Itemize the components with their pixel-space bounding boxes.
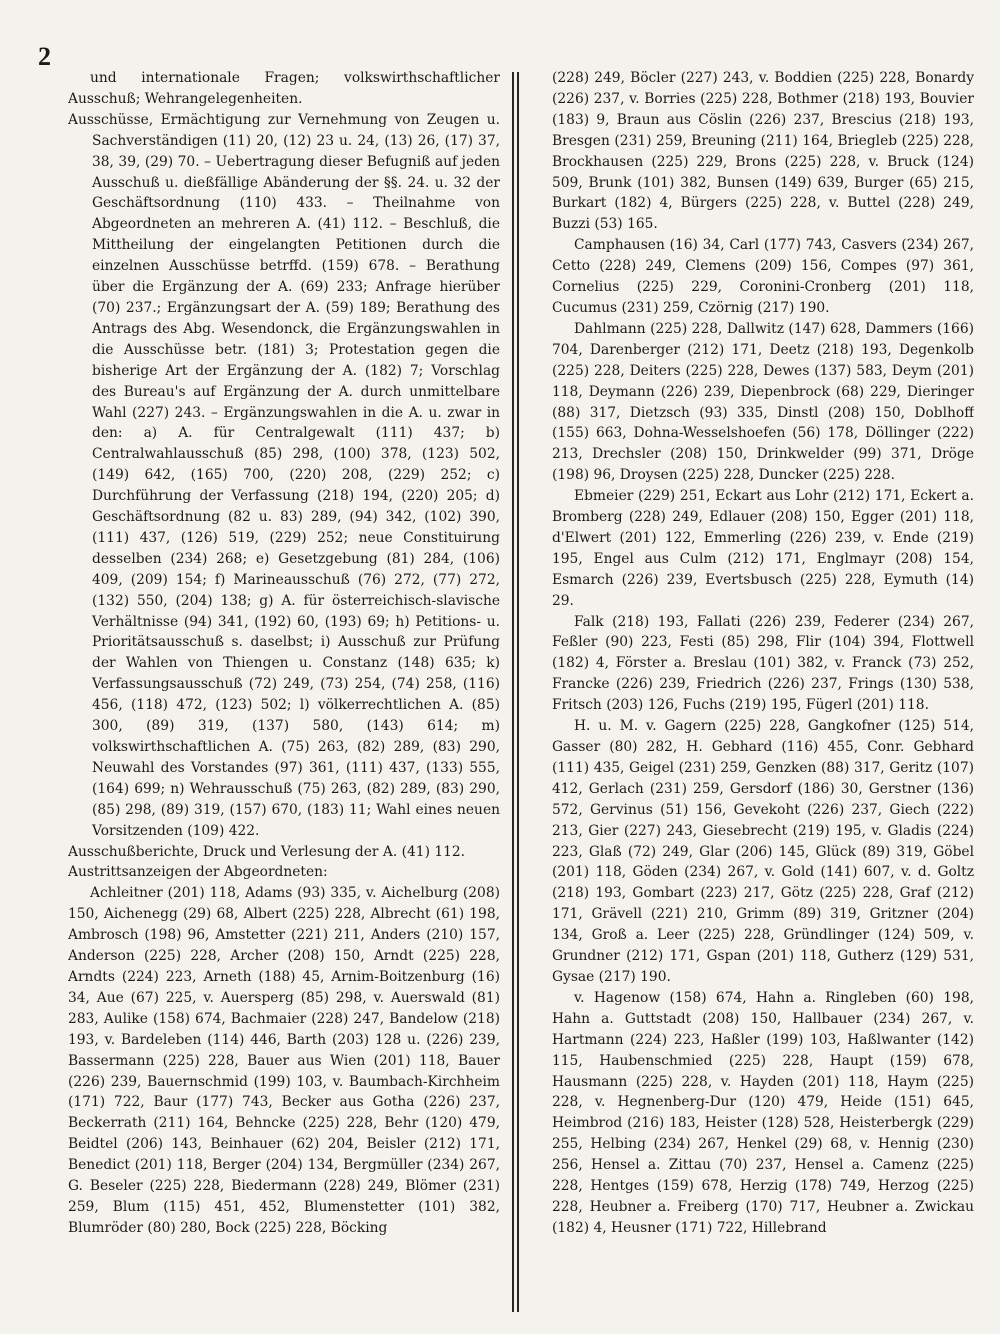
index-paragraph: Ebmeier (229) 251, Eckart aus Lohr (212) 171, Eckert a. Bromberg (228) 249, Edlauer (208) 150, Egger (201) 118, d'Elwert (201) 122, Emmerling (226) 239, v. Ende (219) 195, Engel aus Culm (212) 171, Englmayr (208) 154, Esmarch (226) 239, Evertsbusch (225) 228, Eymuth (14) 29. [552,488,974,609]
index-paragraph: und internationale Fragen; volkswirthschaftlicher Ausschuß; Wehrangelegenheiten. [68,70,500,107]
index-paragraph: (228) 249, Böcler (227) 243, v. Boddien (225) 228, Bonardy (226) 237, v. Borries (225) 228, Bothmer (218) 193, Bouvier (183) 9, Braun aus Cöslin (226) 237, Brescius (218) 193, Bresgen (231) 259, Breuning (211) 164, Briegleb (225) 228, Brockhausen (225) 229, Brons (225) 228, v. Bruck (124) 509, Brunk (101) 382, Bunsen (149) 639, Burger (65) 215, Burkart (182) 4, Bürgers (225) 228, v. Buttel (228) 249, Buzzi (53) 165. [552,70,974,233]
page-number: 2 [38,42,51,71]
index-paragraph: H. u. M. v. Gagern (225) 228, Gangkofner (125) 514, Gasser (80) 282, H. Gebhard (116) 455, Conr. Gebhard (111) 435, Geigel (231) 259, Genzken (88) 317, Geritz (107) 412, Gerlach (231) 259, Gersdorf (186) 30, Gerstner (136) 572, Gervinus (51) 156, Gevekoht (226) 237, Giech (222) 213, Gier (227) 243, Giesebrecht (219) 195, v. Gladis (224) 223, Glaß (72) 249, Glar (206) 145, Glück (89) 319, Göbel (201) 118, Göden (234) 267, v. Gold (141) 607, v. d. Goltz (218) 193, Gombart (223) 217, Götz (225) 228, Graf (212) 171, Grävell (221) 210, Grimm (89) 319, Gritzner (204) 134, Groß a. Leer (225) 228, Gründlinger (124) 509, v. Grundner (212) 171, Gspan (201) 118, Gutherz (129) 531, Gysae (217) 190. [552,718,974,985]
column-divider [512,72,514,1312]
left-text-column [68,68,500,1320]
column-divider-double [517,72,519,1312]
index-paragraph: v. Hagenow (158) 674, Hahn a. Ringleben (60) 198, Hahn a. Guttstadt (208) 150, Hallbauer (234) 267, v. Hartmann (224) 223, Haßler (199) 103, Haßlwanter (142) 115, Haubenschmied (225) 228, Haupt (159) 678, Hausmann (225) 228, v. Hayden (201) 118, Haym (225) 228, v. Hegnenberg-Dur (120) 479, Heide (151) 645, Heimbrod (216) 183, Heister (128) 528, Heisterbergk (229) 255, Helbing (234) 267, Henkel (29) 68, v. Hennig (230) 256, Hensel a. Zittau (70) 237, Hensel a. Camenz (225) 228, Hentges (159) 678, Herzig (178) 749, Herzog (225) 228, Heubner a. Freiberg (170) 717, Heubner a. Zwickau (182) 4, Heusner (171) 722, Hillebrand [552,989,974,1236]
index-paragraph: Ausschußberichte, Druck und Verlesung der A. (41) 112. [68,843,466,860]
index-paragraph: Dahlmann (225) 228, Dallwitz (147) 628, Dammers (166) 704, Darenberger (212) 171, Deetz (218) 193, Degenkolb (225) 228, Deiters (225) 228, Dewes (137) 583, Deym (201) 118, Deymann (226) 239, Diepenbrock (68) 229, Dieringer (88) 317, Dietzsch (93) 335, Dinstl (208) 150, Doblhoff (155) 663, Dohna-Wesselshoefen (56) 178, Döllinger (222) 213, Drechsler (208) 150, Drinkwelder (99) 371, Dröge (198) 96, Droysen (225) 228, Duncker (225) 228. [552,320,974,484]
index-paragraph: Falk (218) 193, Fallati (226) 239, Federer (234) 267, Feßler (90) 223, Festi (85) 298, Flir (104) 394, Flottwell (182) 4, Förster a. Breslau (101) 382, v. Franck (73) 252, Francke (226) 239, Friedrich (226) 237, Frings (130) 538, Fritsch (203) 126, Fuchs (219) 195, Fügerl (201) 118. [552,613,974,714]
index-paragraph: Camphausen (16) 34, Carl (177) 743, Casvers (234) 267, Cetto (228) 249, Clemens (209) 156, Compes (97) 361, Cornelius (225) 229, Coronini-Cronberg (201) 118, Cucumus (231) 259, Czörnig (217) 190. [552,237,974,316]
index-paragraph: Achleitner (201) 118, Adams (93) 335, v. Aichelburg (208) 150, Aichenegg (29) 68, Albert (225) 228, Albrecht (61) 198, Ambrosch (198) 96, Amstetter (221) 211, Anders (210) 157, Anderson (225) 228, Archer (208) 150, Arndt (225) 228, Arndts (224) 223, Arneth (188) 45, Arnim-Boitzenburg (16) 34, Aue (67) 225, v. Auersperg (85) 298, v. Auerswald (81) 283, Aulike (158) 674, Bachmaier (228) 247, Bandelow (218) 193, v. Bardeleben (114) 446, Barth (203) 128 u. (226) 239, Bassermann (225) 228, Bauer aus Wien (201) 118, Bauer (226) 239, Bauernschmid (199) 103, v. Baumbach-Kirchheim (171) 722, Baur (177) 743, Becker aus Gotha (226) 237, Beckerrath (211) 164, Behncke (225) 228, Behr (120) 479, Beidtel (206) 143, Beinhauer (62) 204, Beisler (212) 171, Benedict (201) 118, Berger (204) 134, Bergmüller (234) 267, G. Beseler (225) 228, Biedermann (228) 249, Blömer (231) 259, Blum (115) 451, 452, Blumenstetter (101) 382, Blumröder (80) 280, Bock (225) 228, Böcking [68,885,500,1236]
index-paragraph: Ausschüsse, Ermächtigung zur Vernehmung von Zeugen u. Sachverständigen (11) 20, (12) 23 u. 24, (13) 26, (17) 37, 38, 39, (29) 70. – Uebertragung dieser Befugniß auf jeden Ausschuß u. dießfällige Abänderung der §§. 24. u. 32 der Geschäftsordnung (110) 433. – Theilnahme von Abgeordneten an mehreren A. (41) 112. – Beschluß, die Mittheilung der eingelangten Petitionen durch die einzelnen Ausschüsse betrffd. (159) 678. – Berathung über die Ergänzung der A. (69) 233; Anfrage hierüber (70) 237.; Ergänzungsart der A. (59) 189; Berathung des Antrags des Abg. Wesendonck, die Ergänzungswahlen in die Ausschüsse betr. (181) 3; Protestation gegen die bisherige Art der Ergänzung der A. (182) 7; Vorschlag des Bureau's auf Ergänzung der A. durch unmittelbare Wahl (227) 243. – Ergänzungswahlen in die A. u. zwar in den: a) A. für Centralgewalt (111) 437; b) Centralwahlausschuß (85) 298, (100) 378, (123) 502, (149) 642, (165) 700, (220) 208, (229) 252; c) Durchführung der Verfassung (218) 194, (220) 205; d) Geschäftsordnung (82 u. 83) 289, (94) 342, (102) 390, (111) 437, (126) 519, (229) 252; neue Constituirung desselben (234) 268; e) Gesetzgebung (81) 284, (106) 409, (209) 154; f) Marineausschuß (76) 272, (77) 272, (132) 550, (204) 138; g) A. für österreichisch-slavische Verhältnisse (94) 341, (192) 60, (193) 69; h) Petitions- u. Prioritätsausschuß s. daselbst; i) Ausschuß zur Prüfung der Wahlen von Thiengen u. Constanz (148) 635; k) Verfassungsausschuß (72) 249, (73) 254, (74) 258, (116) 456, (118) 472, (123) 502; l) völkerrechtlichen A. (85) 300, (89) 319, (137) 580, (143) 614; m) volkswirthschaftlichen A. (75) 263, (82) 289, (83) 290, Neuwahl des Vorstandes (97) 361, (111) 437, (133) 555, (164) 699; n) Wehrausschuß (75) 263, (82) 289, (83) 290, (85) 298, (89) 319, (157) 670, (183) 11; Wahl eines neuen Vorsitzenden (109) 422. [68,111,500,839]
index-paragraph: Austrittsanzeigen der Abgeordneten: [68,864,328,881]
right-text-column [552,68,974,1320]
